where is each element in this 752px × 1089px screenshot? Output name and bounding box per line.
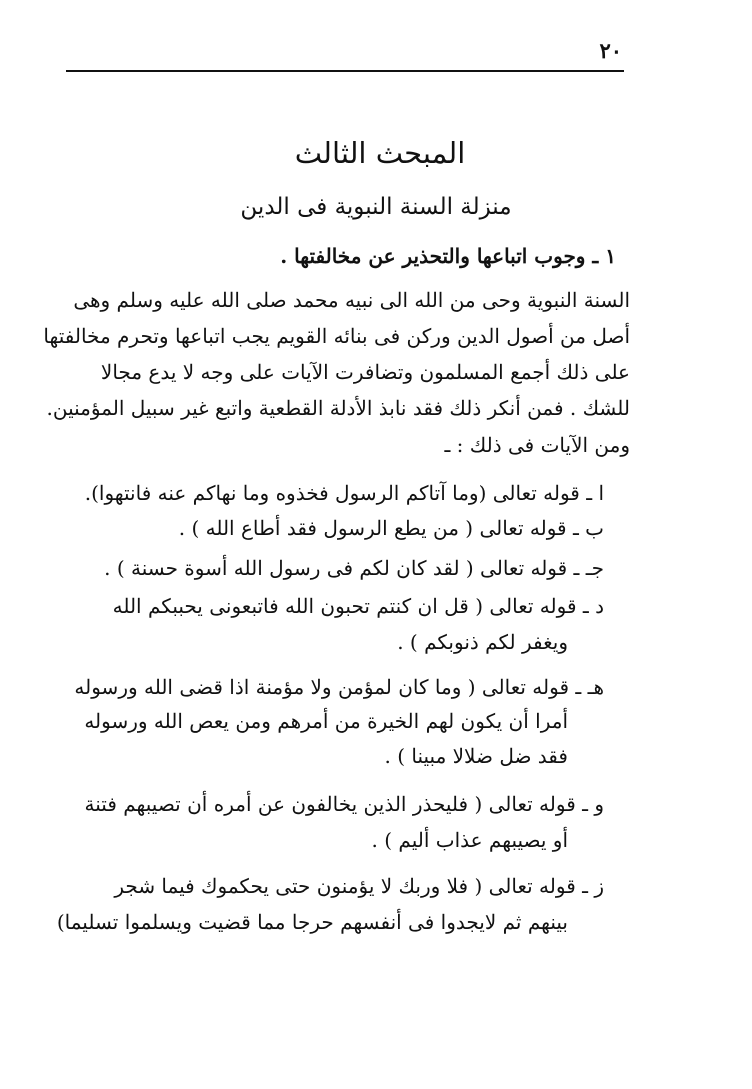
- header-rule: [66, 70, 624, 72]
- verse-line: ويغفر لكم ذنوبكم ) .: [397, 630, 568, 654]
- subtitle: منزلة السنة النبوية فى الدين: [240, 194, 512, 220]
- verse-line: بينهم ثم لايجدوا فى أنفسهم حرجا مما قضيت ويسلموا تسليما): [56, 910, 568, 934]
- verse-line: فقد ضل ضلالا مبينا ) .: [384, 744, 568, 768]
- paragraph-line: السنة النبوية وحى من الله الى نبيه محمد صلى الله عليه وسلم وهى: [73, 288, 630, 312]
- verse-line: هـ ـ قوله تعالى ( وما كان لمؤمن ولا مؤمنة اذا قضى الله ورسوله: [74, 675, 604, 699]
- paragraph-line: على ذلك أجمع المسلمون وتضافرت الآيات على وجه لا يدع مجالا: [100, 360, 630, 384]
- chapter-title: المبحث الثالث: [294, 136, 466, 170]
- verse-line: و ـ قوله تعالى ( فليحذر الذين يخالفون عن أمره أن تصيبهم فتنة: [84, 792, 604, 816]
- verse-line: ز ـ قوله تعالى ( فلا وربك لا يؤمنون حتى يحكموك فيما شجر: [114, 874, 604, 898]
- paragraph-line: للشك . فمن أنكر ذلك فقد نابذ الأدلة القطعية واتبع غير سبيل المؤمنين.: [46, 396, 630, 420]
- verse-line: د ـ قوله تعالى ( قل ان كنتم تحبون الله فاتبعونى يحببكم الله: [112, 594, 604, 618]
- verse-line: جـ ـ قوله تعالى ( لقد كان لكم فى رسول الله أسوة حسنة ) .: [104, 556, 604, 580]
- section-heading: ١ ـ وجوب اتباعها والتحذير عن مخالفتها .: [280, 244, 616, 268]
- page-number: ٢٠: [599, 38, 622, 63]
- verse-line: ا ـ قوله تعالى (وما آتاكم الرسول فخذوه وما نهاكم عنه فانتهوا).: [84, 481, 604, 505]
- verse-line: أو يصيبهم عذاب أليم ) .: [371, 828, 568, 852]
- verse-line: ب ـ قوله تعالى ( من يطع الرسول فقد أطاع الله ) .: [178, 516, 604, 540]
- paragraph-line: ومن الآيات فى ذلك : ـ: [444, 433, 630, 457]
- paragraph-line: أصل من أصول الدين وركن فى بنائه القويم يجب اتباعها وتحرم مخالفتها: [43, 324, 630, 348]
- verse-line: أمرا أن يكون لهم الخيرة من أمرهم ومن يعص الله ورسوله: [84, 709, 568, 733]
